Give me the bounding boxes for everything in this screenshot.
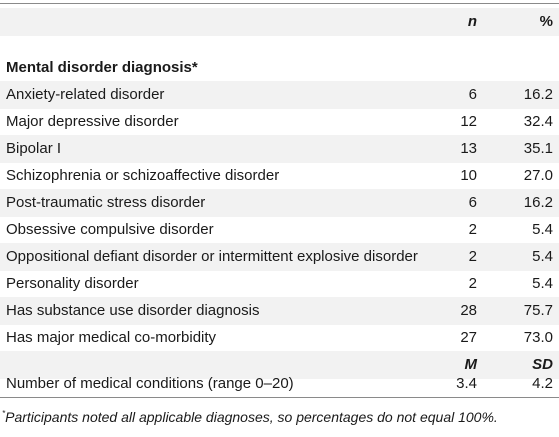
stats-label: Number of medical conditions (range 0–20) [6,375,294,392]
row-percent: 73.0 [523,329,553,346]
row-percent: 5.4 [532,248,553,265]
row-label: Oppositional defiant disorder or intermittent explosive disorder [6,248,418,265]
row-n: 2 [468,275,477,292]
row-label: Bipolar I [6,140,62,157]
row-label: Personality disorder [6,275,139,292]
row-percent: 16.2 [523,86,553,103]
stats-row [0,370,559,398]
table-row [0,270,559,298]
table-header-row [0,8,559,36]
row-n: 2 [468,248,477,265]
table-footnote [2,408,498,426]
row-n: 13 [460,140,477,157]
row-percent: 16.2 [523,194,553,211]
row-n: 27 [460,329,477,346]
table-bottom-rule [0,397,559,398]
table-row [0,324,559,352]
row-n: 12 [460,113,477,130]
row-label: Has major medical co-morbidity [6,329,217,346]
table-top-rule [0,3,559,4]
section-title: Mental disorder diagnosis* [6,59,198,76]
row-percent: 5.4 [532,221,553,238]
row-label: Has substance use disorder diagnosis [6,302,260,319]
table-row [0,108,559,136]
row-label: Major depressive disorder [6,113,179,130]
table-row [0,189,559,217]
table-row [0,81,559,109]
row-label: Anxiety-related disorder [6,86,165,103]
row-n: 2 [468,221,477,238]
row-percent: 5.4 [532,275,553,292]
row-label: Obsessive compulsive disorder [6,221,214,238]
footnote-marker: * [2,409,6,418]
row-percent: 75.7 [523,302,553,319]
row-n: 6 [468,86,477,103]
table-row [0,135,559,163]
table-row [0,297,559,325]
table-row [0,162,559,190]
row-n: 6 [468,194,477,211]
header-percent: % [539,13,553,30]
row-percent: 27.0 [523,167,553,184]
row-percent: 32.4 [523,113,553,130]
section-row [0,54,559,82]
stats-sd: 4.2 [532,375,553,392]
footnote-text: Participants noted all applicable diagnoses, so percentages do not equal 100%. [5,409,498,425]
header-mean: M [464,356,477,373]
table-row [0,216,559,244]
row-label: Post-traumatic stress disorder [6,194,206,211]
table-row [0,243,559,271]
row-n: 28 [460,302,477,319]
row-percent: 35.1 [523,140,553,157]
row-n: 10 [460,167,477,184]
row-label: Schizophrenia or schizoaffective disorder [6,167,280,184]
stats-mean: 3.4 [456,375,477,392]
header-sd: SD [532,356,553,373]
header-n: n [467,13,477,30]
